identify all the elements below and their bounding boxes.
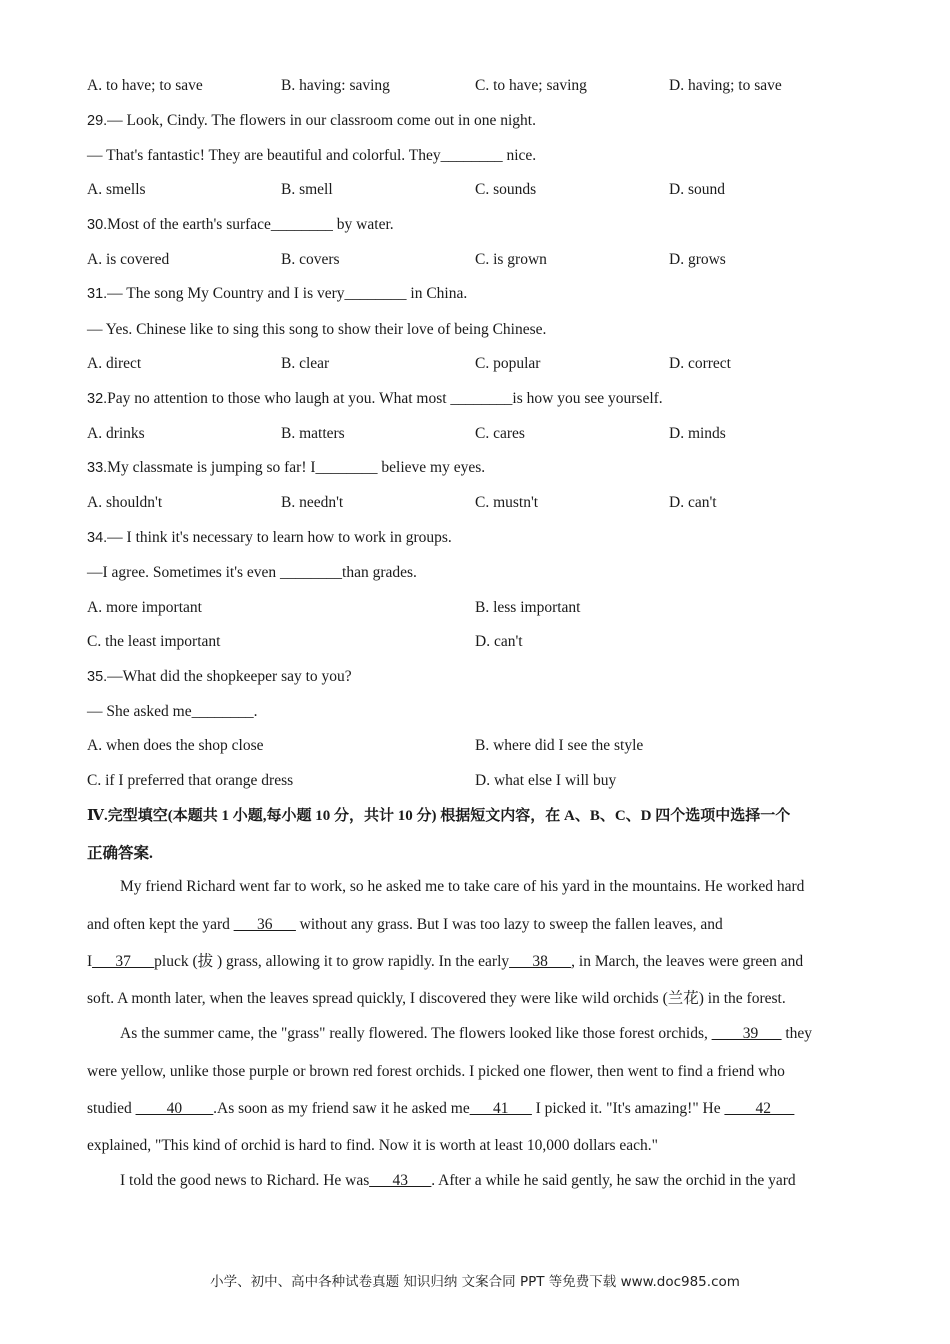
passage-p1-line1: My friend Richard went far to work, so he asked me to take care of his yard in the mountains. He worked hard — [120, 878, 805, 895]
q34-option-a: A. more important — [87, 599, 202, 616]
q35-options-row2 — [87, 771, 887, 791]
q29-option-b: B. smell — [281, 181, 333, 198]
q35-line2: — She asked me________. — [87, 703, 258, 720]
q32-option-b: B. matters — [281, 425, 345, 442]
blank-38: ___38___ — [509, 953, 572, 970]
q34-text1: — I think it's necessary to learn how to work in groups. — [107, 529, 452, 546]
blank-37: ___37___ — [92, 953, 155, 970]
q30-option-c: C. is grown — [475, 251, 547, 268]
blank-43: ___43___ — [369, 1172, 432, 1189]
q32-options — [87, 424, 887, 444]
passage-text: I — [87, 953, 93, 970]
q28-options — [87, 76, 887, 96]
passage-p1-line3 — [87, 952, 865, 972]
q31-text1: — The song My Country and I is very________ in China. — [107, 285, 468, 302]
q31-option-d: D. correct — [669, 355, 731, 372]
q29-text1: — Look, Cindy. The flowers in our classroom come out in one night. — [107, 112, 536, 129]
q31-option-c: C. popular — [475, 355, 541, 372]
q31-line1 — [87, 284, 467, 304]
q35-line1 — [87, 667, 352, 687]
q34-options-row1 — [87, 598, 887, 618]
q31-option-b: B. clear — [281, 355, 330, 372]
q29-number: 29. — [87, 113, 108, 129]
q30-options — [87, 250, 887, 270]
q29-options — [87, 180, 887, 200]
q34-option-b: B. less important — [475, 599, 581, 616]
q30-option-a: A. is covered — [87, 251, 170, 268]
q32-option-d: D. minds — [669, 425, 726, 442]
blank-41: ___41___ — [469, 1100, 532, 1117]
q34-option-c: C. the least important — [87, 633, 221, 650]
q33-text1: My classmate is jumping so far! I________ believe my eyes. — [107, 459, 486, 476]
q33-options — [87, 493, 887, 513]
q29-line2: — That's fantastic! They are beautiful and colorful. They________ nice. — [87, 147, 537, 164]
blank-39: ____39___ — [711, 1025, 782, 1042]
page-footer: 小学、初中、高中各种试卷真题 知识归纳 文案合同 PPT 等免费下载 www.doc985.com — [210, 1274, 740, 1290]
passage-p2-line4: explained, "This kind of orchid is hard to find. Now it is worth at least 10,000 dollars each." — [87, 1137, 658, 1154]
q31-options — [87, 354, 887, 374]
q35-option-c: C. if I preferred that orange dress — [87, 772, 294, 789]
q34-option-d: D. can't — [475, 633, 523, 650]
passage-text: and often kept the yard — [87, 916, 234, 933]
q33-number: 33. — [87, 460, 108, 476]
passage-text: pluck (拔 ) grass, allowing it to grow rapidly. In the early — [154, 953, 510, 970]
q34-number: 34. — [87, 530, 108, 546]
q35-text1: —What did the shopkeeper say to you? — [107, 668, 352, 685]
q29-option-d: D. sound — [669, 181, 725, 198]
q28-option-b: B. having: saving — [281, 77, 390, 94]
q32-line1 — [87, 389, 663, 409]
passage-text: As the summer came, the "grass" really flowered. The flowers looked like those forest orchids, — [120, 1025, 712, 1042]
q33-option-d: D. can't — [669, 494, 717, 511]
q35-options-row1 — [87, 736, 887, 756]
q30-option-b: B. covers — [281, 251, 340, 268]
q30-line1 — [87, 215, 394, 235]
q35-option-d: D. what else I will buy — [475, 772, 617, 789]
passage-p1-line4: soft. A month later, when the leaves spread quickly, I discovered they were like wild orchids (兰花) in the forest. — [87, 990, 786, 1007]
q30-text1: Most of the earth's surface________ by water. — [107, 216, 394, 233]
passage-p2-line2: were yellow, unlike those purple or brown red forest orchids. I picked one flower, then went to find a friend who — [87, 1063, 785, 1080]
section4-heading: Ⅳ.完型填空(本题共 1 小题,每小题 10 分，共计 10 分) 根据短文内容，在 A、B、C、D 四个选项中选择一个 — [87, 808, 791, 824]
q28-option-c: C. to have; saving — [475, 77, 587, 94]
blank-36: ___36___ — [233, 916, 296, 933]
q31-option-a: A. direct — [87, 355, 142, 372]
q30-number: 30. — [87, 217, 108, 233]
q32-option-a: A. drinks — [87, 425, 145, 442]
q31-number: 31. — [87, 286, 108, 302]
q33-line1 — [87, 458, 485, 478]
passage-text: they — [781, 1025, 813, 1042]
passage-p2-line3 — [87, 1099, 865, 1119]
passage-text: , in March, the leaves were green and — [571, 953, 804, 970]
passage-text: .As soon as my friend saw it he asked me — [213, 1100, 470, 1117]
q28-option-d: D. having; to save — [669, 77, 782, 94]
passage-text: I told the good news to Richard. He was — [120, 1172, 370, 1189]
passage-p2-line1 — [87, 1024, 898, 1044]
q34-options-row2 — [87, 632, 887, 652]
passage-text: I picked it. "It's amazing!" He — [531, 1100, 725, 1117]
blank-42: ____42___ — [724, 1100, 795, 1117]
q32-text1: Pay no attention to those who laugh at you. What most ________is how you see yourself. — [107, 390, 663, 407]
passage-p3-line1 — [87, 1171, 898, 1191]
blank-40: ____40____ — [135, 1100, 214, 1117]
passage-p1-line2 — [87, 915, 865, 935]
q29-option-c: C. sounds — [475, 181, 537, 198]
q28-option-a: A. to have; to save — [87, 77, 203, 94]
q29-option-a: A. smells — [87, 181, 146, 198]
q35-option-b: B. where did I see the style — [475, 737, 644, 754]
q33-option-c: C. mustn't — [475, 494, 539, 511]
q30-option-d: D. grows — [669, 251, 726, 268]
q32-number: 32. — [87, 391, 108, 407]
q33-option-a: A. shouldn't — [87, 494, 163, 511]
passage-text: studied — [87, 1100, 136, 1117]
q32-option-c: C. cares — [475, 425, 525, 442]
q35-option-a: A. when does the shop close — [87, 737, 264, 754]
passage-text: without any grass. But I was too lazy to sweep the fallen leaves, and — [295, 916, 723, 933]
q33-option-b: B. needn't — [281, 494, 344, 511]
section4-heading-line2: 正确答案. — [87, 845, 153, 862]
q34-line1 — [87, 528, 452, 548]
q35-number: 35. — [87, 669, 108, 685]
passage-text: . After a while he said gently, he saw the orchid in the yard — [431, 1172, 796, 1189]
q34-line2: —I agree. Sometimes it's even ________than grades. — [87, 564, 417, 581]
q31-line2: — Yes. Chinese like to sing this song to show their love of being Chinese. — [87, 321, 547, 338]
q29-line1 — [87, 111, 536, 131]
